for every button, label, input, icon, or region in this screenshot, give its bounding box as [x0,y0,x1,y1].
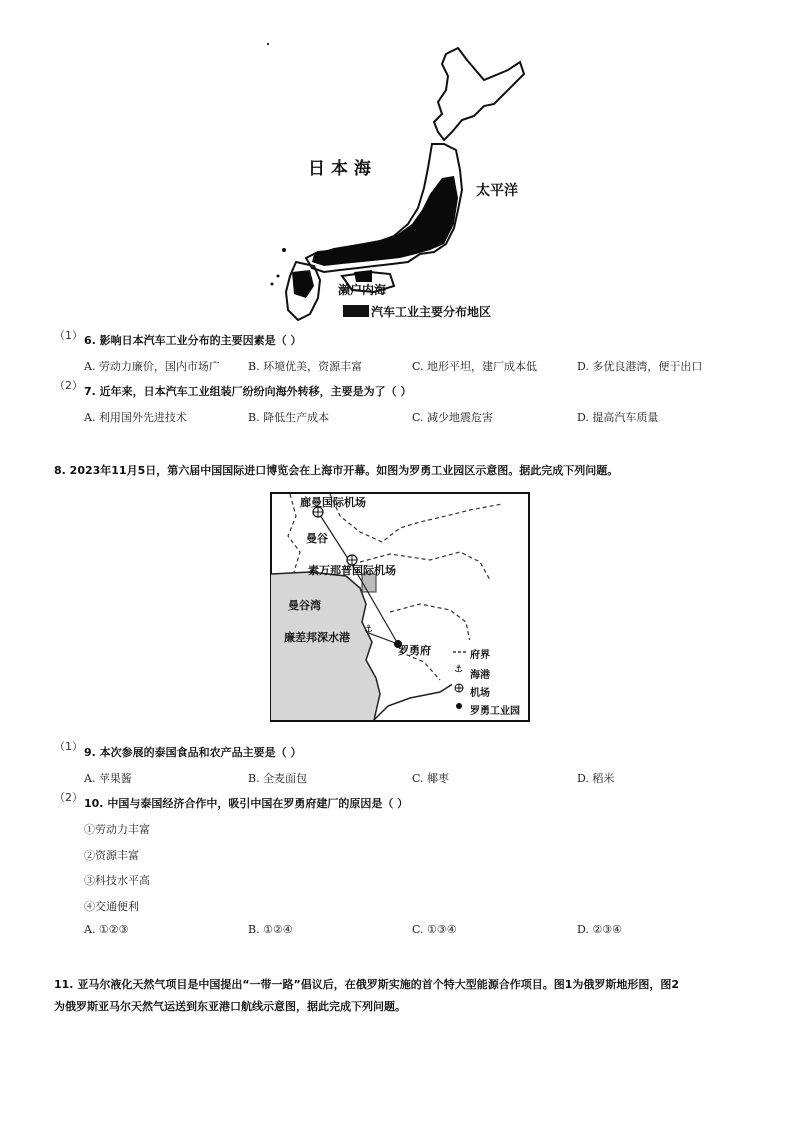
label-gulf: 曼谷湾 [288,599,321,612]
label-bangkok: 曼谷 [306,532,328,545]
label-laem-chabang: 廉差邦深水港 [284,631,350,644]
legend-swatch [343,305,369,317]
q10-item-2: ②资源丰富 [84,849,139,862]
sea-of-japan-label: 日 本 海 [308,159,371,179]
q7-option-c[interactable]: C. 减少地震危害 [412,411,494,424]
auto-industry-belt [312,176,458,266]
q7-subnumber: （2） [54,379,83,392]
q6-option-b[interactable]: B. 环境优美，资源丰富 [248,360,363,373]
q11-intro-line2: 为俄罗斯亚马尔天然气运送到东亚港口航线示意图，据此完成下列问题。 [54,1000,406,1013]
q9-option-c[interactable]: C. 椰枣 [412,772,450,785]
legend-seaport: 海港 [470,670,490,681]
q11-intro-line1: 11. 亚马尔液化天然气项目是中国提出“一带一路”倡议后，在俄罗斯实施的首个特大型能源合作项目。图1为俄罗斯地形图，图2 [54,978,680,991]
label-suvarnabhumi: 素万那普国际机场 [308,564,396,577]
q9-stem: 9. 本次参展的泰国食品和农产品主要是（ ） [84,746,302,759]
svg-text:⚓: ⚓ [454,664,463,675]
q9-option-d[interactable]: D. 稻米 [577,772,615,785]
q7-option-d[interactable]: D. 提高汽车质量 [577,411,659,424]
q6-option-c[interactable]: C. 地形平坦，建厂成本低 [412,360,538,373]
q10-item-3: ③科技水平高 [84,874,150,887]
q10-option-c[interactable]: C. ①③④ [412,923,457,936]
legend-industrial-park: 罗勇工业园 [470,706,520,717]
q9-subnumber: （1） [54,740,83,753]
q6-subnumber: （1） [54,329,83,342]
svg-text:⚓: ⚓ [364,624,373,635]
label-rayong: 罗勇府 [398,644,431,657]
q10-option-a[interactable]: A. ①②③ [84,923,129,936]
legend-airport: 机场 [470,688,490,699]
seto-inland-sea-label: 濑户内海 [338,283,387,297]
q9-option-b[interactable]: B. 全麦面包 [248,772,308,785]
q10-item-4: ④交通便利 [84,900,139,913]
q6-option-a[interactable]: A. 劳动力廉价，国内市场广 [84,360,220,373]
q7-stem: 7. 近年来，日本汽车工业组装厂纷纷向海外转移，主要是为了（ ） [84,385,412,398]
q6-option-d[interactable]: D. 多优良港湾，便于出口 [577,360,703,373]
legend-province-border: 府界 [470,650,490,661]
q7-option-b[interactable]: B. 降低生产成本 [248,411,330,424]
q10-item-1: ①劳动力丰富 [84,823,150,836]
q8-intro: 8. 2023年11月5日，第六届中国国际进口博览会在上海市开幕。如图为罗勇工业园区示意图。据此完成下列问题。 [54,464,619,477]
q9-option-a[interactable]: A. 苹果酱 [84,772,132,785]
pacific-ocean-label: 太平洋 [476,183,518,199]
legend-label: 汽车工业主要分布地区 [371,305,492,319]
q7-option-a[interactable]: A. 利用国外先进技术 [84,411,187,424]
q6-stem: 6. 影响日本汽车工业分布的主要因素是（ ） [84,334,302,347]
q10-option-b[interactable]: B. ①②④ [248,923,293,936]
hokkaido-outline [434,48,524,140]
label-don-mueang: 廊曼国际机场 [300,496,366,509]
q10-stem: 10. 中国与泰国经济合作中，吸引中国在罗勇府建厂的原因是（ ） [84,797,409,810]
q10-option-d[interactable]: D. ②③④ [577,923,623,936]
q10-subnumber: （2） [54,791,83,804]
